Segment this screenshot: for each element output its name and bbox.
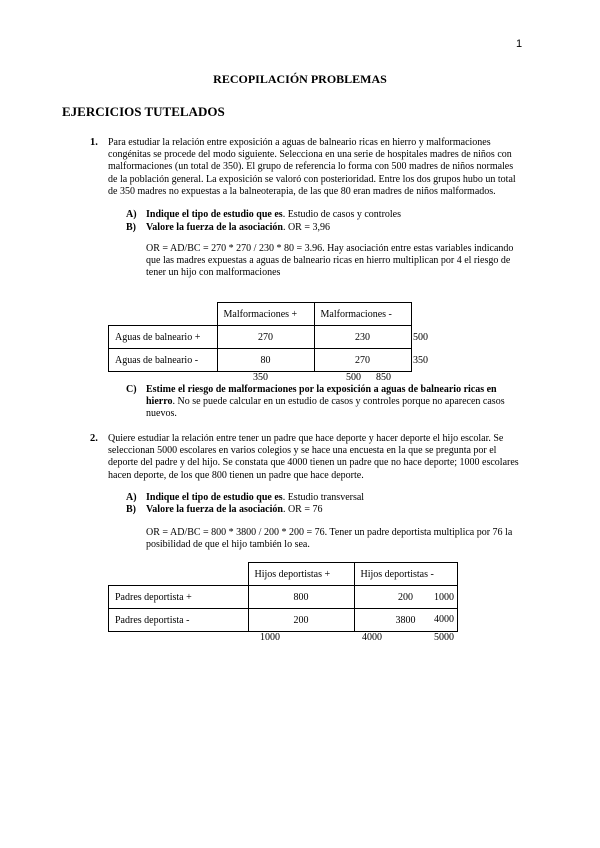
table-cell: 270 <box>314 349 411 372</box>
statement-line: deporte del padre y del hijo. Se constata que 4000 tienen un padre que no hace deporte; 1000 escolares <box>108 457 519 469</box>
table-row <box>109 326 412 349</box>
question-c <box>146 384 526 420</box>
question-a-label: A) <box>126 492 137 503</box>
question-b-answer: . OR = 3,96 <box>282 222 330 233</box>
page-number: 1 <box>516 38 523 50</box>
grand-total: 5000 <box>434 632 454 643</box>
question-b-answer: . OR = 76 <box>282 504 323 515</box>
question-c-label: C) <box>126 384 137 395</box>
column-total: 350 <box>253 372 268 383</box>
table-corner <box>109 563 249 586</box>
statement-line: Quiere estudiar la relación entre tener un padre que hace deporte y hacer deporte el hijo escolar. Se <box>108 433 504 444</box>
contingency-table-1 <box>108 302 412 372</box>
table-header: Hijos deportistas - <box>354 563 457 586</box>
page-title: RECOPILACIÓN PROBLEMAS <box>213 72 387 86</box>
table-cell: 200 <box>354 586 457 609</box>
question-c-text: hierro <box>146 396 173 407</box>
problem-2-number: 2. <box>90 433 98 444</box>
question-a-text: Indique el tipo de estudio que es <box>146 492 283 503</box>
table-cell: 3800 <box>354 609 457 632</box>
problem-2-statement <box>108 433 526 482</box>
problem-1-number: 1. <box>90 137 98 148</box>
question-a-label: A) <box>126 209 137 220</box>
question-c-text: Estime el riesgo de malformaciones por la exposición a aguas de balneario ricas en <box>146 384 497 395</box>
or-line: que las madres expuestas a aguas de balneario ricas en hierro multiplican por 4 el riesgo de <box>146 255 511 266</box>
question-a-answer: . Estudio transversal <box>282 492 365 503</box>
contingency-table-2 <box>108 562 458 632</box>
or-line: posibilidad de que el hijo también lo sea. <box>146 539 310 550</box>
section-heading: EJERCICIOS TUTELADOS <box>62 104 225 119</box>
question-b-text: Valore la fuerza de la asociación <box>146 222 283 233</box>
or-line: OR = AD/BC = 800 * 3800 / 200 * 200 = 76. Tener un padre deportista multiplica por 76 la <box>146 527 513 538</box>
grand-total: 850 <box>376 372 391 383</box>
statement-line: malformaciones (un total de 350). El grupo de referencia lo forma con 500 madres de niños normales <box>108 161 514 173</box>
or-explanation-2 <box>146 527 526 551</box>
row-total: 1000 <box>434 592 454 603</box>
table-corner <box>109 303 218 326</box>
table-header: Hijos deportistas + <box>248 563 354 586</box>
column-total: 1000 <box>260 632 280 643</box>
table-cell: 230 <box>314 326 411 349</box>
question-b-label: B) <box>126 222 136 233</box>
table-cell: 80 <box>217 349 314 372</box>
row-label: Aguas de balneario + <box>109 326 218 349</box>
table-row <box>109 609 458 632</box>
table-row <box>109 586 458 609</box>
table-cell: 270 <box>217 326 314 349</box>
table-cell: 800 <box>248 586 354 609</box>
table-header-row <box>109 563 458 586</box>
question-a-text: Indique el tipo de estudio que es <box>146 209 283 220</box>
table-header-row <box>109 303 412 326</box>
question-b <box>146 504 322 516</box>
question-a <box>146 492 364 504</box>
statement-line: hacen deporte, de los que 800 tienen un padre que hace deporte. <box>108 469 364 481</box>
table-header: Malformaciones - <box>314 303 411 326</box>
row-total: 350 <box>413 355 428 366</box>
table-cell: 200 <box>248 609 354 632</box>
or-line: tener un hijo con malformaciones <box>146 267 281 278</box>
statement-line: congénitas se procede del modo siguiente. Selecciona en una serie de hospitales madres de niños con <box>108 149 512 161</box>
question-c-line <box>146 396 526 408</box>
row-label: Padres deportista - <box>109 609 249 632</box>
row-total: 4000 <box>434 614 454 625</box>
table-row <box>109 349 412 372</box>
row-total: 500 <box>413 332 428 343</box>
question-b-label: B) <box>126 504 136 515</box>
row-label: Aguas de balneario - <box>109 349 218 372</box>
statement-line: Para estudiar la relación entre exposición a aguas de balneario ricas en hierro y malformaciones <box>108 137 491 148</box>
statement-line: seleccionan 5000 escolares en varios colegios y se hace una encuesta en la que se pregunta por el <box>108 445 497 457</box>
table-header: Malformaciones + <box>217 303 314 326</box>
or-line: OR = AD/BC = 270 * 270 / 230 * 80 = 3.96. Hay asociación entre estas variables indicando <box>146 243 514 254</box>
question-c-line <box>146 384 526 396</box>
problem-1-statement <box>108 137 526 198</box>
statement-line: de 350 madres no expuestas a la balneoterapia, de las que 80 eran madres de niños malformados. <box>108 185 496 197</box>
question-a-answer: . Estudio de casos y controles <box>282 209 402 220</box>
question-c-line: nuevos. <box>146 408 177 419</box>
question-c-answer: . No se puede calcular en un estudio de casos y controles porque no aparecen casos <box>172 396 505 407</box>
question-b-text: Valore la fuerza de la asociación <box>146 504 283 515</box>
row-label: Padres deportista + <box>109 586 249 609</box>
column-total: 4000 <box>362 632 382 643</box>
column-total: 500 <box>346 372 361 383</box>
question-b <box>146 222 330 234</box>
question-a <box>146 209 401 221</box>
or-explanation-1 <box>146 243 526 279</box>
statement-line: de la población general. La exposición se valoró con posterioridad. Entre los dos grupos hubo un total <box>108 173 516 185</box>
